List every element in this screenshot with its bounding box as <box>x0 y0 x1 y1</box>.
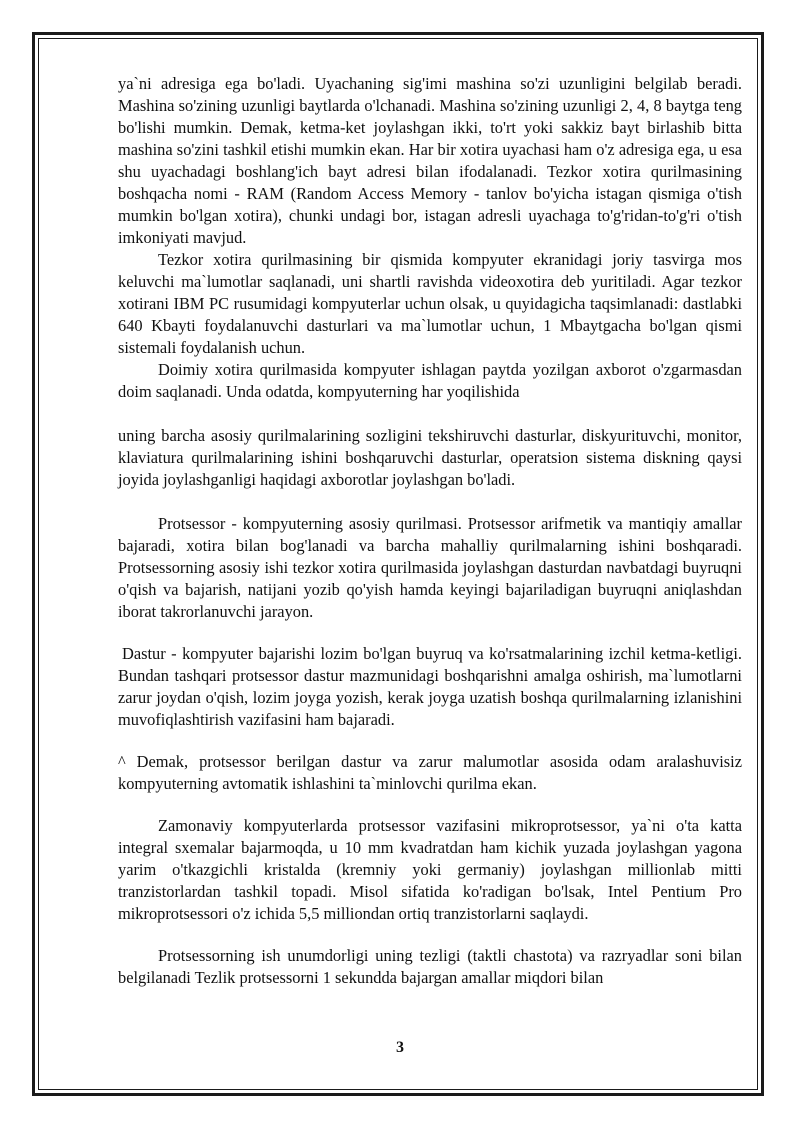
paragraph-rom-continued: uning barcha asosiy qurilmalarining sozligini tekshiruvchi dasturlar, diskyurituvchi, monitor, klaviatura qurilmalarining ishini boshqaruvchi dasturlar, operatsion sistema diskning qaysi joyida joylashganligi haqidagi axborotlar joylashgan bo'ladi. <box>118 426 742 489</box>
document-body <box>118 73 742 989</box>
paragraph-performance: Protsessorning ish unumdorligi uning tezligi (taktli chastota) va razryadlar soni bilan belgilanadi Tezlik protsessorni 1 sekundda bajargan amallar miqdori bilan <box>118 946 742 987</box>
paragraph-microprocessor: Zamonaviy kompyuterlarda protsessor vazifasini mikroprotsessor, ya`ni o'ta katta integral sxemalar bajarmoqda, u 10 mm kvadratdan ham kichik yuzada joylashgan yagona yarim o'tkazgichli kristalda (kremniy yoki germaniy) joylashgan millionlab mitti tranzistorlardan tashkil topadi. Misol sifatida ko'radigan bo'lsak, Intel Pentium Pro mikroprotsessori o'z ichida 5,5 milliondan ortiq tranzistorlarni saqlaydi. <box>118 816 742 923</box>
paragraph-memory-word: ya`ni adresiga ega bo'ladi. Uyachaning sig'imi mashina so'zi uzunligini belgilab beradi. Mashina so'zining uzunligi baytlarda o'lchanadi. Mashina so'zining uzunligi 2, 4, 8 baytga teng bo'lishi mumkin. Demak, ketma-ket joylashgan ikki, to'rt yoki sakkiz bayt birlashib bitta mashina so'zini tashkil etishi mumkin ekan. Har bir xotira uyachasi ham o'z adresiga ega, u esa shu uyachadagi boshlang'ich bayt adresi bilan ifodalanadi. Tezkor xotira qurilmasining boshqacha nomi - RAM (Random Access Memory - tanlov bo'yicha istagan qismiga o'tish mumkin bo'lgan xotira), chunki undagi bor, istagan adresli uyachaga to'g'ridan-to'g'ri o'tish imkoniyati mavjud. <box>118 74 742 247</box>
page-number: 3 <box>396 1039 404 1056</box>
paragraph-rom: Doimiy xotira qurilmasida kompyuter ishlagan paytda yozilgan axborot o'zgarmasdan doim saqlanadi. Unda odatda, kompyuterning har yoqilishida <box>118 360 742 401</box>
paragraph-ram-layout: Tezkor xotira qurilmasining bir qismida kompyuter ekranidagi joriy tasvirga mos keluvchi ma`lumotlar saqlanadi, uni shartli ravishda videoxotira deb yuritiladi. Agar tezkor xotirani IBM PC rusumidagi kompyuterlar uchun olsak, u quyidagicha taqsimlanadi: dastlabki 640 Kbayti foydalanuvchi dasturlari va ma`lumotlar uchun, 1 Mbaytgacha bo'lgan qismi sistemali foydalanish uchun. <box>118 250 742 357</box>
paragraph-program: Dastur - kompyuter bajarishi lozim bo'lgan buyruq va ko'rsatmalarining izchil ketma-ketligi. Bundan tashqari protsessor dastur mazmunidagi boshqarishni amalga oshirish, ma`lumotlarni zarur joydan o'qish, lozim joyga yozish, kerak joyga uzatish boshqa qurilmalarning izlanishini muvofiqlashtirish vazifasini ham bajaradi. <box>118 644 742 729</box>
paragraph-processor: Protsessor - kompyuterning asosiy qurilmasi. Protsessor arifmetik va mantiqiy amallar bajaradi, xotira bilan bog'lanadi va barcha mahalliy qurilmalarning ishini boshqaradi. Protsessorning asosiy ishi tezkor xotira qurilmasida joylashgan dasturdan navbatdagi buyruqni o'qish va bajarish, natijani yozib qo'yish hamda keyingi bajariladigan buyruqni aniqlashdan iborat takrorlanuvchi jarayon. <box>118 514 742 621</box>
paragraph-conclusion: ^ Demak, protsessor berilgan dastur va zarur malumotlar asosida odam aralashuvisiz kompyuterning avtomatik ishlashini ta`minlovchi qurilma ekan. <box>118 752 742 793</box>
